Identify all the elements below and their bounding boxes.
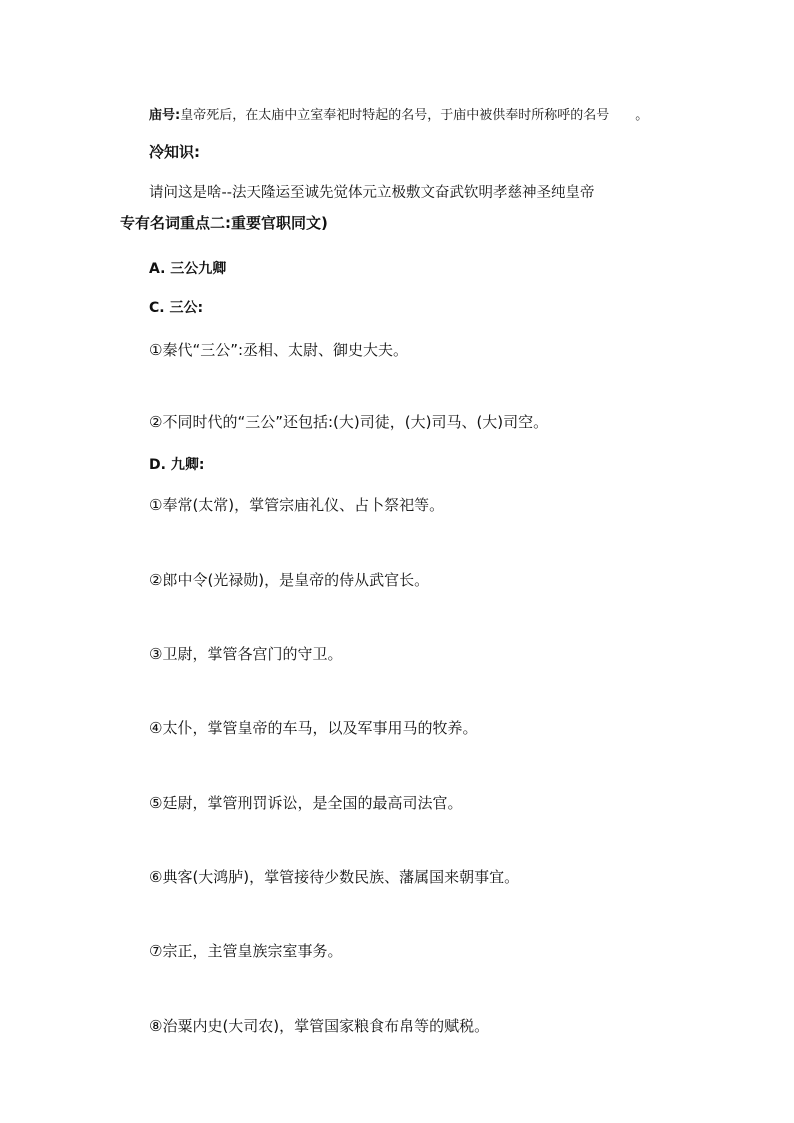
jiuqing-item-8: ⑧治粟内史(大司农)，掌管国家粮食布帛等的赋税。	[149, 1017, 490, 1035]
item-c: C. 三公:	[149, 300, 204, 316]
jiuqing-item-2: ②郎中令(光禄勋)，是皇帝的侍从武官长。	[149, 571, 430, 589]
jiuqing-item-1: ①奉常(太常)，掌管宗庙礼仪、占卜祭祀等。	[149, 496, 445, 514]
sangong-item-1: ①秦代“三公”:丞相、太尉、御史大夫。	[149, 341, 409, 359]
miaohao-end: 。	[635, 108, 649, 123]
jiuqing-item-6: ⑥典客(大鸿胪)，掌管接待少数民族、藩属国来朝事宜。	[149, 868, 520, 886]
trivia-heading: 冷知识:	[149, 143, 200, 161]
jiuqing-item-7: ⑦宗正，主管皇族宗室事务。	[149, 942, 343, 960]
jiuqing-item-3: ③卫尉，掌管各宫门的守卫。	[149, 645, 343, 663]
jiuqing-item-4: ④太仆，掌管皇帝的车马，以及军事用马的牧养。	[149, 719, 478, 737]
item-d: D. 九卿:	[149, 457, 205, 473]
miaohao-label: 庙号:	[149, 108, 181, 123]
miaohao-line	[149, 104, 648, 123]
trivia-question: 请问这是啥--法天隆运至诚先觉体元立极敷文奋武钦明孝慈神圣纯皇帝	[149, 185, 595, 201]
section-title: 专有名词重点二:重要官职同文)	[120, 214, 328, 232]
miaohao-text: 皇帝死后，在太庙中立室奉祀时特起的名号，于庙中被供奉时所称呼的名号	[180, 108, 610, 123]
sangong-item-2: ②不同时代的“三公”还包括:(大)司徒，(大)司马、(大)司空。	[149, 413, 549, 431]
item-a: A. 三公九卿	[149, 261, 227, 277]
jiuqing-item-5: ⑤廷尉，掌管刑罚诉讼，是全国的最高司法官。	[149, 794, 463, 812]
